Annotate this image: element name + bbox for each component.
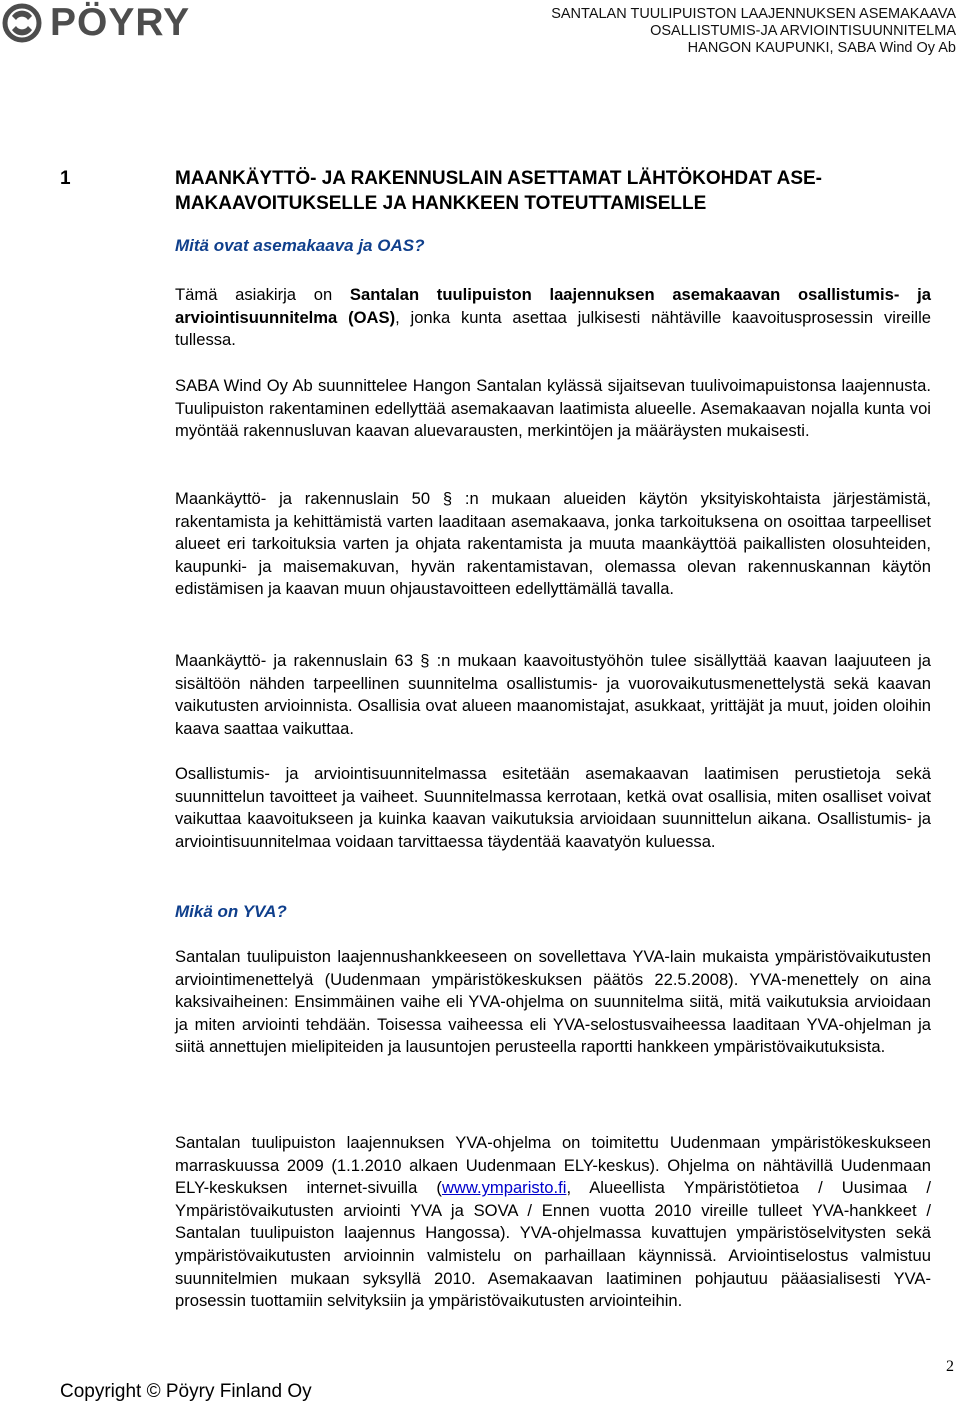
- section-title-line: MAANKÄYTTÖ- JA RAKENNUSLAIN ASETTAMAT LÄHTÖKOHDAT ASE-: [175, 168, 823, 189]
- section-title: [175, 166, 931, 216]
- paragraph: Santalan tuulipuiston laajennushankkeeseen on sovellettava YVA-lain mukaista ympäristövaikutusten arviointimenettelyä (Uudenmaan ympäristökeskuksen päätös 22.5.2008). YVA-menettely on aina kaksivaiheinen: Ensimmäinen vaihe eli YVA-ohjelma on suunnitelma siitä, mitä vaikutuksia arvioidaan ja miten arviointi tehdään. Toisessa vaiheessa eli YVA-selostusvaiheessa laaditaan YVA-ohjelman ja siitä annettujen mielipiteiden ja lausuntojen perusteella raportti hankkeen ympäristövaikutuksista.: [175, 947, 931, 1057]
- paragraph: [175, 1132, 931, 1313]
- company-logo: [2, 2, 242, 44]
- document-header: [551, 6, 956, 57]
- paragraph: Maankäyttö- ja rakennuslain 63 § :n mukaan kaavoitustyöhön tulee sisällyttää kaavan laajuuteen ja sisältöön nähden tarpeellinen suunnitelma osallistumis- ja vuorovaikutusmenettelystä sekä kaavan vaikutusten arvioinnista. Osallisia ovat alueen maanomistajat, asukkaat, yrittäjät ja muut, joiden oloihin kaava saattaa vaikuttaa.: [175, 651, 931, 738]
- subheading-oas: Mitä ovat asemakaava ja OAS?: [175, 236, 425, 255]
- paragraph: [175, 284, 931, 352]
- section-title-line: MAKAAVOITUKSELLE JA HANKKEEN TOTEUTTAMISELLE: [175, 193, 707, 214]
- paragraph-text: , jonka kunta asettaa julkisesti nähtäville kaavoitusprosessin vireille tullessa.: [175, 307, 931, 350]
- paragraph: Osallistumis- ja arviointisuunnitelmassa esitetään asemakaavan laatimisen perustietoja sekä suunnittelun tavoitteet ja vaiheet. Suunnitelmassa kerrotaan, ketkä ovat osallisia, miten osalliset voivat vaikuttaa kaavoitukseen ja kuinka kaavan vaikutuksia arvioidaan suunnittelun aikana. Osallistumis- ja arviointisuunnitelmaa voidaan tarvittaessa täydentää kaavatyön kuluessa.: [175, 764, 931, 851]
- logo-text: PÖYRY: [50, 1, 191, 44]
- section-number: 1: [60, 168, 71, 189]
- paragraph: Maankäyttö- ja rakennuslain 50 § :n mukaan alueiden käytön yksityiskohtaista järjestämistä, rakentamista ja kehittämistä varten laaditaan asemakaava, jonka tarkoituksena on osoittaa tarpeelliset alueet eri tarkoituksia varten ja ohjata rakentamista ja muuta maankäyttöä paikallisten olosuhteiden, kaupunki- ja maisemakuvan, hyvän rakentamistavan, olemassa olevan rakennuskannan käytön edistämisen ja kaavan muun ohjaustavoitteen edellyttämällä tavalla.: [175, 489, 931, 599]
- header-line: HANGON KAUPUNKI, SABA Wind Oy Ab: [687, 40, 956, 56]
- poyry-logo-icon: [2, 2, 46, 44]
- subheading-yva: Mikä on YVA?: [175, 902, 287, 921]
- paragraph-text: Tämä asiakirja on: [175, 285, 350, 304]
- ymparisto-link[interactable]: www.ymparisto.fi: [441, 1178, 567, 1198]
- header-line: OSALLISTUMIS-JA ARVIOINTISUUNNITELMA: [650, 23, 956, 39]
- paragraph-text: Santalan tuulipuiston laajennuksen YVA-ohjelma on toimitettu Uudenmaan ympäristökeskukseen marraskuussa 2009 (1.1.2010 alkaen Uudenmaan ELY-keskus). Ohjelma on nähtävillä Uudenmaan ELY-keskuksen internet-sivuilla (: [175, 1133, 931, 1198]
- page-number: 2: [946, 1358, 954, 1375]
- paragraph-text: , Alueellista Ympäristötietoa / Uusimaa / Ympäristövaikutusten arviointi YVA ja SOVA / Ennen vuotta 2010 vireille tulleet YVA-hankkeet / Santalan tuulipuiston laajennus Hangossa). YVA-ohjelmassa kuvattujen ympäristöselvitysten sekä ympäristövaikutusten arvioinnin valmistelu on parhaillaan käynnissä. Arviointiselostus valmistuu suunnitelmien mukaan syksyllä 2010. Asemakaavan laatiminen pohjautuu pääasialisesti YVA-prosessin tuottamiin selvityksiin ja ympäristövaikutusten arviointeihin.: [175, 1178, 931, 1311]
- header-line: SANTALAN TUULIPUISTON LAAJENNUKSEN ASEMAKAAVA: [551, 6, 956, 22]
- paragraph: SABA Wind Oy Ab suunnittelee Hangon Santalan kylässä sijaitsevan tuulivoimapuistonsa laajennusta. Tuulipuiston rakentaminen edellyttää asemakaavan laatimista alueelle. Asemakaavan nojalla kunta voi myöntää rakennusluvan kaavan aluevarausten, merkintöjen ja määräysten mukaisesti.: [175, 376, 931, 441]
- copyright-footer: Copyright © Pöyry Finland Oy: [60, 1381, 312, 1402]
- document-title-bold: Santalan tuulipuiston laajennuksen asemakaavan osallistumis- ja arviointisuunnitelma (OAS): [175, 285, 931, 327]
